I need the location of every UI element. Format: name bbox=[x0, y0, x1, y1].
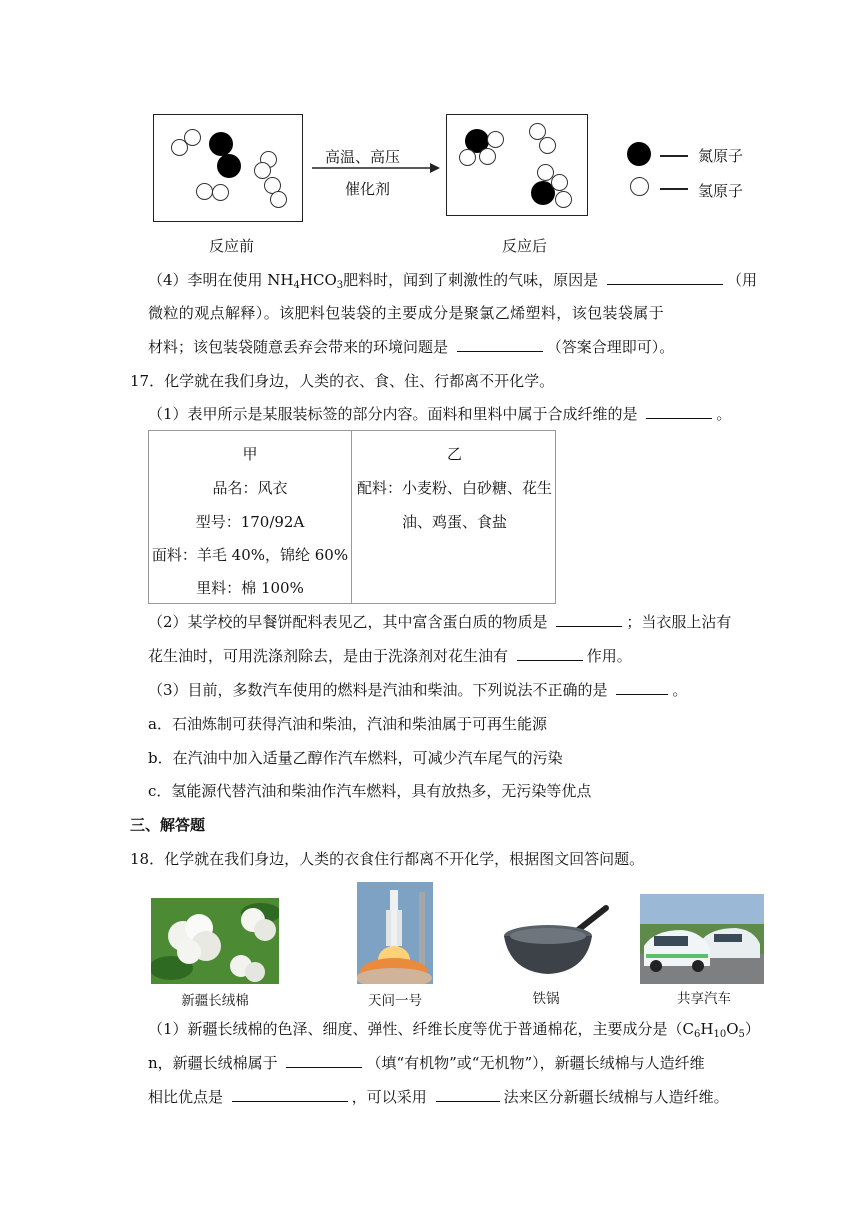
table-col1-row: 型号：170/92A bbox=[195, 513, 305, 531]
before-box bbox=[153, 114, 303, 222]
q16-4-line2: 微粒的观点解释）。该肥料包装袋的主要成分是聚氯乙烯塑料，该包装袋属于 bbox=[148, 304, 665, 322]
after-label: 反应后 bbox=[502, 237, 548, 255]
table-col1-row: 里料：棉 100% bbox=[196, 579, 304, 597]
hydrogen-atom bbox=[551, 174, 568, 191]
answer-blank[interactable] bbox=[436, 1087, 500, 1102]
hydrogen-atom bbox=[487, 131, 504, 148]
image-caption: 新疆长绒棉 bbox=[181, 993, 249, 1009]
legend-nitrogen-icon bbox=[627, 142, 651, 166]
answer-blank[interactable] bbox=[517, 646, 583, 661]
q17-2-line1: （2）某学校的早餐饼配料表见乙，其中富含蛋白质的物质是 ；当衣服上沾有 bbox=[148, 613, 732, 631]
q18-1-line1: （1）新疆长绒棉的色泽、细度、弹性、纤维长度等优于普通棉花，主要成分是$(C_6H_{10}O_5)$ bbox=[148, 1020, 760, 1040]
table-col1-row: 面料：羊毛 40%，锦纶 60% bbox=[151, 546, 349, 564]
q17-stem: 17．化学就在我们身边，人类的衣、食、住、行都离不开化学。 bbox=[130, 372, 555, 390]
label-table bbox=[148, 430, 556, 604]
rocket-icon bbox=[357, 882, 433, 984]
legend-dash bbox=[660, 155, 688, 157]
legend-hydrogen-icon bbox=[630, 177, 649, 196]
hydrogen-atom bbox=[254, 162, 271, 179]
q18-1-line2: n，新疆长绒棉属于 （填“有机物”或“无机物”），新疆长绒棉与人造纤维 bbox=[148, 1054, 705, 1072]
answer-blank[interactable] bbox=[607, 270, 723, 285]
q17-option-a: a．石油炼制可获得汽油和柴油，汽油和柴油属于可再生能源 bbox=[148, 715, 547, 733]
q17-3: （3）目前，多数汽车使用的燃料是汽油和柴油。下列说法不正确的是 。 bbox=[148, 681, 688, 699]
hydrogen-atom bbox=[270, 191, 287, 208]
q17-1: （1）表甲所示是某服装标签的部分内容。面料和里料中属于合成纤维的是 。 bbox=[148, 405, 732, 423]
hydrogen-atom bbox=[459, 149, 476, 166]
wok-icon bbox=[500, 900, 612, 980]
cotton-image bbox=[151, 898, 279, 984]
legend-dash bbox=[660, 188, 688, 190]
hydrogen-atom bbox=[539, 137, 556, 154]
cotton-icon bbox=[151, 898, 279, 984]
legend-hydrogen-label: 氢原子 bbox=[698, 182, 744, 200]
q17-option-c: c．氢能源代替汽油和柴油作汽车燃料，具有放热多，无污染等优点 bbox=[148, 782, 592, 800]
rocket-image bbox=[357, 882, 433, 984]
q16-4-line1: （4）李明在使用 $NH_4HCO_3$肥料时，闻到了刺激性的气味，原因是 （用 bbox=[148, 271, 757, 291]
table-col2-header: 乙 bbox=[446, 445, 462, 463]
table-col1-row: 品名：风衣 bbox=[212, 479, 288, 497]
section-heading: 三、解答题 bbox=[130, 816, 206, 834]
q17-option-b: b．在汽油中加入适量乙醇作汽车燃料，可减少汽车尾气的污染 bbox=[148, 749, 563, 767]
table-col1-header: 甲 bbox=[242, 445, 258, 463]
q17-2-line2: 花生油时，可用洗涤剂除去，是由于洗涤剂对花生油有 作用。 bbox=[148, 647, 632, 665]
hydrogen-atom bbox=[555, 191, 572, 208]
image-caption: 铁锅 bbox=[532, 991, 560, 1007]
wok-image bbox=[500, 900, 612, 980]
answer-blank[interactable] bbox=[232, 1087, 348, 1102]
arrow-condition-top: 高温、高压 bbox=[325, 148, 401, 166]
nitrogen-atom bbox=[209, 132, 233, 156]
car-image bbox=[640, 894, 764, 984]
answer-blank[interactable] bbox=[286, 1053, 362, 1068]
q18-stem: 18．化学就在我们身边，人类的衣食住行都离不开化学，根据图文回答问题。 bbox=[130, 850, 645, 868]
nitrogen-atom bbox=[217, 154, 241, 178]
hydrogen-atom bbox=[479, 148, 496, 165]
image-caption: 共享汽车 bbox=[677, 991, 731, 1007]
answer-blank[interactable] bbox=[646, 404, 712, 419]
arrow-condition-bottom: 催化剂 bbox=[345, 180, 391, 198]
hydrogen-atom bbox=[196, 183, 213, 200]
q18-1-line3: 相比优点是 ，可以采用 法来区分新疆长绒棉与人造纤维。 bbox=[148, 1088, 729, 1106]
answer-blank[interactable] bbox=[616, 680, 668, 695]
image-caption: 天问一号 bbox=[368, 993, 422, 1009]
hydrogen-atom bbox=[212, 184, 229, 201]
answer-blank[interactable] bbox=[556, 612, 622, 627]
car-icon bbox=[640, 894, 764, 984]
answer-blank[interactable] bbox=[457, 337, 543, 352]
reaction-arrow bbox=[310, 162, 442, 174]
table-col2-row: 配料：小麦粉、白砂糖、花生 bbox=[356, 479, 552, 497]
table-col2-row: 油、鸡蛋、食盐 bbox=[401, 513, 507, 531]
after-box bbox=[446, 114, 588, 216]
before-label: 反应前 bbox=[209, 237, 255, 255]
q16-4-line3: 材料；该包装袋随意丢弃会带来的环境问题是 （答案合理即可）。 bbox=[148, 338, 675, 356]
legend-nitrogen-label: 氮原子 bbox=[698, 147, 744, 165]
hydrogen-atom bbox=[184, 129, 201, 146]
